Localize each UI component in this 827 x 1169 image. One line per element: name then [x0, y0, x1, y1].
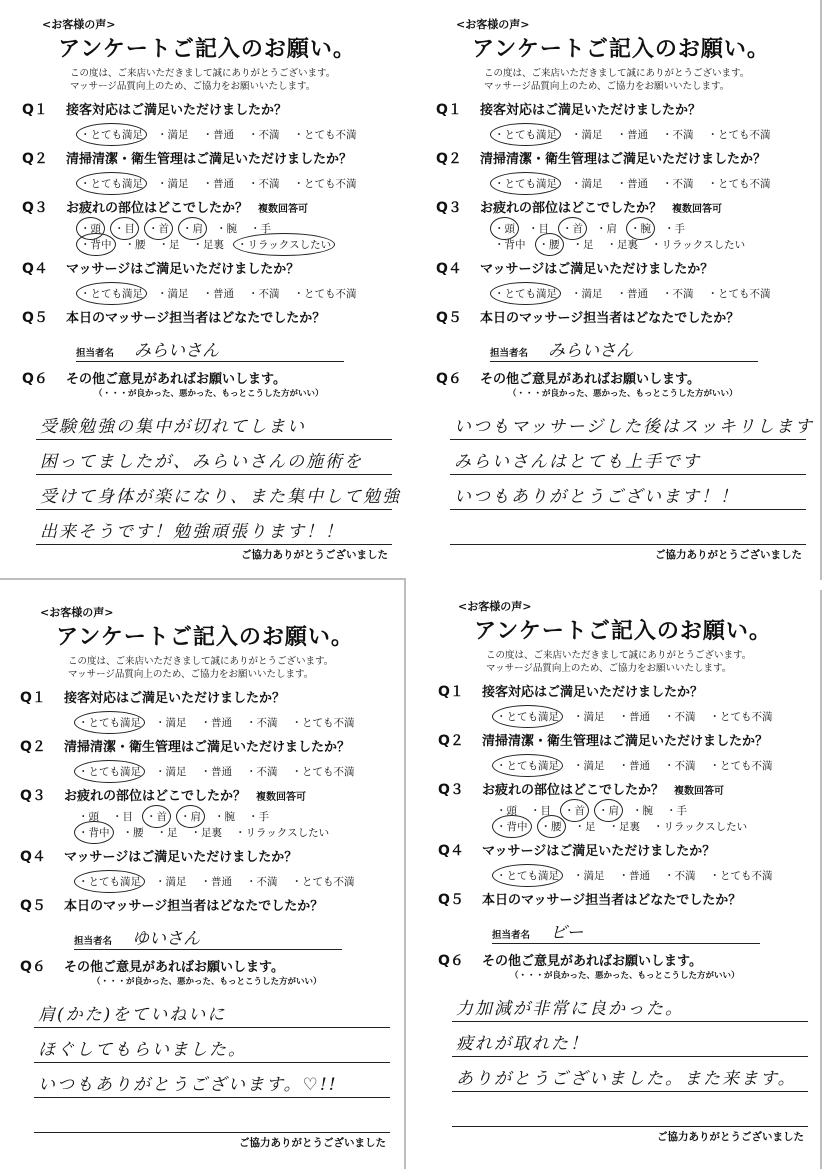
q2-options: [494, 176, 806, 191]
option-satisfaction-2[interactable]: ・ 普通: [619, 709, 651, 724]
option-satisfaction-0[interactable]: ・ とても満足: [496, 758, 559, 773]
option-body-part-0[interactable]: ・ 背中: [78, 825, 110, 840]
comment-hint: （・・・が良かった、悪かった、もっとこうした方がいい）: [92, 977, 322, 987]
q3-options-row-1: [496, 803, 808, 818]
question-text: その他ご意見があればお願いします。: [480, 372, 700, 387]
hand-drawn-circle-mark: [492, 705, 563, 728]
option-body-part-0[interactable]: ・ 頭: [78, 809, 99, 824]
option-body-part-4[interactable]: ・ リラックスしたい: [651, 237, 745, 252]
option-satisfaction-1[interactable]: ・ 満足: [157, 127, 189, 142]
option-body-part-3[interactable]: ・ 肩: [598, 803, 619, 818]
question-6: [436, 368, 814, 545]
option-body-part-4[interactable]: ・ リラックスしたい: [653, 819, 747, 834]
question-number: Q５: [438, 892, 464, 908]
comment-text: みらいさんはとても上手です: [454, 452, 701, 472]
option-body-part-1[interactable]: ・ 腰: [123, 825, 144, 840]
customer-voice-label: <お客様の声>: [456, 18, 530, 31]
staff-name-handwritten: ビー: [550, 923, 584, 943]
option-satisfaction-3[interactable]: ・ 不満: [662, 127, 694, 142]
comment-text: ありがとうございました。また来ます。: [456, 1069, 797, 1089]
option-body-part-3[interactable]: ・ 足裏: [607, 237, 639, 252]
option-body-part-3[interactable]: ・ 足裏: [193, 237, 225, 252]
question-4: [436, 258, 806, 301]
staff-label: 担当者名: [490, 348, 529, 359]
option-body-part-2[interactable]: ・ 足: [157, 825, 178, 840]
question-6: [22, 368, 401, 545]
option-satisfaction-1[interactable]: ・ 満足: [157, 286, 189, 301]
option-satisfaction-1[interactable]: ・ 満足: [155, 715, 187, 730]
hand-drawn-circle-mark: [490, 123, 561, 146]
question-number: Q４: [438, 843, 464, 859]
question-5: [22, 307, 392, 362]
comment-line: [36, 475, 401, 510]
question-3: [436, 197, 806, 252]
comment-text: 肩(かた)をていねいに: [38, 1005, 227, 1025]
q1-options: [80, 127, 392, 142]
question-text: その他ご意見があればお願いします。: [66, 372, 286, 387]
option-body-part-2[interactable]: ・ 足: [575, 819, 596, 834]
question-number: Q１: [436, 102, 462, 118]
option-body-part-4[interactable]: ・ リラックスしたい: [235, 825, 329, 840]
question-text: お疲れの部位はどこでしたか？: [482, 783, 665, 798]
option-satisfaction-0[interactable]: ・ とても満足: [80, 127, 143, 142]
hand-drawn-circle-mark: [535, 233, 564, 256]
option-satisfaction-2[interactable]: ・ 普通: [201, 874, 233, 889]
question-number: Q２: [20, 739, 46, 755]
option-body-part-0[interactable]: ・ 背中: [496, 819, 528, 834]
question-2: [436, 148, 806, 191]
hand-drawn-circle-mark: [233, 233, 335, 256]
comment-line: [36, 405, 392, 440]
staff-name-handwritten: ゆいさん: [132, 929, 200, 949]
staff-name-field[interactable]: [74, 927, 342, 950]
comment-text: 疲れが取れた！: [456, 1034, 589, 1054]
question-text: マッサージはご満足いただけましたか？: [480, 262, 714, 277]
option-satisfaction-0[interactable]: ・ とても満足: [494, 127, 557, 142]
comment-line: [452, 1057, 808, 1092]
question-number: Q１: [22, 102, 48, 118]
option-body-part-4[interactable]: ・ 腕: [216, 221, 237, 236]
option-satisfaction-1[interactable]: ・ 満足: [571, 176, 603, 191]
intro-line-2: マッサージ品質向上のため、ご協力をお願いいたします。: [70, 81, 316, 92]
question-text: 清掃清潔・衛生管理はご満足いただけましたか？: [64, 740, 351, 755]
customer-voice-label: <お客様の声>: [42, 18, 116, 31]
option-body-part-4[interactable]: ・ 腕: [632, 803, 653, 818]
intro-line-2: マッサージ品質向上のため、ご協力をお願いいたします。: [486, 663, 732, 674]
question-text: お疲れの部位はどこでしたか？: [480, 201, 663, 216]
option-satisfaction-2[interactable]: ・ 普通: [617, 286, 649, 301]
question-number: Q３: [20, 788, 46, 804]
question-2: [22, 148, 392, 191]
option-satisfaction-0[interactable]: ・ とても満足: [496, 709, 559, 724]
comment-line: [452, 987, 808, 1022]
q4-options: [496, 868, 808, 883]
comment-text: いつもありがとうございます！！: [454, 487, 739, 507]
hand-drawn-circle-mark: [492, 754, 563, 777]
question-text: 清掃清潔・衛生管理はご満足いただけましたか？: [480, 152, 767, 167]
option-body-part-4[interactable]: ・ 腕: [630, 221, 651, 236]
option-body-part-2[interactable]: ・ 首: [562, 221, 583, 236]
comment-line: [34, 1028, 390, 1063]
option-body-part-5[interactable]: ・ 手: [664, 221, 685, 236]
survey-card-4: [426, 590, 818, 1158]
staff-label: 担当者名: [74, 936, 113, 947]
multiple-answer-note: 複数回答可: [256, 792, 307, 803]
intro-line-1: この度は、ご来店いただきまして誠にありがとうございます。: [486, 650, 752, 661]
option-satisfaction-2[interactable]: ・ 普通: [617, 176, 649, 191]
comment-line: [36, 440, 392, 475]
question-number: Q６: [436, 371, 462, 387]
option-body-part-0[interactable]: ・ 頭: [494, 221, 515, 236]
staff-name-handwritten: みらいさん: [548, 341, 633, 361]
option-satisfaction-3[interactable]: ・ 不満: [664, 758, 696, 773]
survey-card-2: [424, 8, 816, 576]
option-satisfaction-4[interactable]: ・ とても不満: [292, 874, 355, 889]
intro-line-1: この度は、ご来店いただきまして誠にありがとうございます。: [70, 68, 336, 79]
question-5: [436, 307, 806, 362]
comment-line: [34, 993, 390, 1028]
option-satisfaction-4[interactable]: ・ とても不満: [292, 764, 355, 779]
option-body-part-1[interactable]: ・ 目: [530, 803, 551, 818]
comment-line: [34, 1098, 390, 1133]
hand-drawn-circle-mark: [74, 870, 145, 893]
option-satisfaction-1[interactable]: ・ 満足: [571, 127, 603, 142]
question-number: Q４: [20, 849, 46, 865]
option-satisfaction-0[interactable]: ・ とても満足: [78, 874, 141, 889]
option-satisfaction-1[interactable]: ・ 満足: [571, 286, 603, 301]
question-5: [20, 895, 390, 950]
question-2: [20, 736, 390, 779]
option-satisfaction-2[interactable]: ・ 普通: [619, 868, 651, 883]
hand-drawn-circle-mark: [76, 123, 147, 146]
comment-text: 困ってましたが、みらいさんの施術を: [40, 452, 363, 472]
option-satisfaction-4[interactable]: ・ とても不満: [708, 176, 771, 191]
hand-drawn-circle-mark: [492, 864, 563, 887]
option-body-part-2[interactable]: ・ 足: [159, 237, 180, 252]
comment-text: ほぐしてもらいました。: [38, 1040, 247, 1060]
q2-options: [80, 176, 392, 191]
question-text: 接客対応はご満足いただけましたか？: [66, 103, 288, 118]
option-body-part-4[interactable]: ・ リラックスしたい: [237, 237, 331, 252]
staff-name-field[interactable]: [76, 339, 344, 362]
thanks-footer: ご協力ありがとうございました: [655, 549, 802, 561]
comment-line: [450, 440, 806, 475]
question-number: Q３: [436, 200, 462, 216]
option-satisfaction-4[interactable]: ・ とても不満: [294, 176, 357, 191]
option-satisfaction-0[interactable]: ・ とても満足: [494, 286, 557, 301]
question-text: 接客対応はご満足いただけましたか？: [480, 103, 702, 118]
q4-options: [80, 286, 392, 301]
option-satisfaction-2[interactable]: ・ 普通: [619, 758, 651, 773]
question-text: 本日のマッサージ担当者はどなたでしたか？: [66, 311, 326, 326]
survey-card-3: [8, 596, 400, 1164]
question-number: Q５: [436, 310, 462, 326]
intro-line-1: この度は、ご来店いただきまして誠にありがとうございます。: [68, 656, 334, 667]
option-body-part-1[interactable]: ・ 目: [528, 221, 549, 236]
hand-drawn-circle-mark: [76, 172, 147, 195]
option-satisfaction-1[interactable]: ・ 満足: [573, 709, 605, 724]
option-satisfaction-0[interactable]: ・ とても満足: [80, 176, 143, 191]
question-number: Q４: [22, 261, 48, 277]
option-body-part-0[interactable]: ・ 頭: [496, 803, 517, 818]
option-satisfaction-3[interactable]: ・ 不満: [248, 176, 280, 191]
comment-line: [450, 510, 806, 545]
option-body-part-5[interactable]: ・ 手: [250, 221, 271, 236]
comment-line: [452, 1092, 808, 1127]
comment-text: いつもマッサージした後はスッキリします: [454, 417, 814, 437]
survey-card-1: [10, 8, 402, 576]
option-satisfaction-4[interactable]: ・ とても不満: [708, 127, 771, 142]
option-satisfaction-3[interactable]: ・ 不満: [248, 127, 280, 142]
intro-line-1: この度は、ご来店いただきまして誠にありがとうございます。: [484, 68, 750, 79]
q3-options-row-2: [496, 819, 808, 834]
q2-options: [496, 758, 808, 773]
question-text: その他ご意見があればお願いします。: [482, 954, 702, 969]
question-number: Q６: [20, 959, 46, 975]
question-1: [20, 687, 390, 730]
hand-drawn-circle-mark: [74, 760, 145, 783]
staff-label: 担当者名: [492, 930, 531, 941]
option-satisfaction-1[interactable]: ・ 満足: [155, 764, 187, 779]
comment-hint: （・・・が良かった、悪かった、もっとこうした方がいい）: [94, 389, 324, 399]
question-number: Q３: [438, 782, 464, 798]
question-text: その他ご意見があればお願いします。: [64, 960, 284, 975]
hand-drawn-circle-mark: [76, 233, 116, 256]
question-text: マッサージはご満足いただけましたか？: [64, 850, 298, 865]
comment-hint: （・・・が良かった、悪かった、もっとこうした方がいい）: [510, 971, 740, 981]
question-1: [436, 99, 806, 142]
comment-text: 出来そうです！勉強頑張ります！！: [40, 522, 344, 542]
option-body-part-1[interactable]: ・ 腰: [125, 237, 146, 252]
multiple-answer-note: 複数回答可: [674, 786, 725, 797]
hand-drawn-circle-mark: [492, 815, 532, 838]
staff-name-handwritten: みらいさん: [134, 341, 219, 361]
question-text: 清掃清潔・衛生管理はご満足いただけましたか？: [482, 734, 769, 749]
question-text: 本日のマッサージ担当者はどなたでしたか？: [480, 311, 740, 326]
question-3: [22, 197, 392, 252]
question-number: Q６: [438, 953, 464, 969]
option-satisfaction-4[interactable]: ・ とても不満: [710, 758, 773, 773]
thanks-footer: ご協力ありがとうございました: [239, 1137, 386, 1149]
q3-options-row-1: [494, 221, 806, 236]
hand-drawn-circle-mark: [76, 282, 147, 305]
comment-text: いつもありがとうございます。♡!!: [38, 1075, 338, 1095]
option-body-part-3[interactable]: ・ 足裏: [191, 825, 223, 840]
question-5: [438, 889, 808, 944]
option-satisfaction-3[interactable]: ・ 不満: [246, 764, 278, 779]
option-satisfaction-2[interactable]: ・ 普通: [201, 715, 233, 730]
option-body-part-1[interactable]: ・ 目: [114, 221, 135, 236]
form-title: アンケートご記入のお願い。: [474, 619, 772, 644]
comment-line: [450, 475, 806, 510]
form-title: アンケートご記入のお願い。: [58, 37, 356, 62]
question-number: Q４: [436, 261, 462, 277]
question-text: お疲れの部位はどこでしたか？: [66, 201, 249, 216]
question-4: [20, 846, 390, 889]
option-body-part-1[interactable]: ・ 目: [112, 809, 133, 824]
hand-drawn-circle-mark: [490, 282, 561, 305]
form-title: アンケートご記入のお願い。: [472, 37, 770, 62]
question-1: [22, 99, 392, 142]
option-body-part-1[interactable]: ・ 腰: [539, 237, 560, 252]
staff-label: 担当者名: [76, 348, 115, 359]
q1-options: [494, 127, 806, 142]
option-satisfaction-3[interactable]: ・ 不満: [246, 715, 278, 730]
option-body-part-3[interactable]: ・ 肩: [596, 221, 617, 236]
comment-area[interactable]: [452, 987, 808, 1127]
question-number: Q１: [20, 690, 46, 706]
question-3: [438, 779, 808, 834]
option-satisfaction-1[interactable]: ・ 満足: [155, 874, 187, 889]
staff-name-field[interactable]: [490, 339, 758, 362]
question-2: [438, 730, 808, 773]
comment-line: [452, 1022, 808, 1057]
question-text: 接客対応はご満足いただけましたか？: [482, 685, 704, 700]
option-satisfaction-2[interactable]: ・ 普通: [617, 127, 649, 142]
option-satisfaction-2[interactable]: ・ 普通: [203, 127, 235, 142]
question-6: [438, 950, 808, 1127]
option-body-part-2[interactable]: ・ 首: [146, 809, 167, 824]
intro-line-2: マッサージ品質向上のため、ご協力をお願いいたします。: [68, 669, 314, 680]
question-text: 接客対応はご満足いただけましたか？: [64, 691, 286, 706]
option-body-part-2[interactable]: ・ 首: [564, 803, 585, 818]
q3-options-row-1: [78, 809, 390, 824]
option-satisfaction-2[interactable]: ・ 普通: [201, 764, 233, 779]
question-text: マッサージはご満足いただけましたか？: [482, 844, 716, 859]
option-body-part-4[interactable]: ・ 腕: [214, 809, 235, 824]
thanks-footer: ご協力ありがとうございました: [657, 1131, 804, 1143]
q3-options-row-1: [80, 221, 392, 236]
option-body-part-3[interactable]: ・ 肩: [180, 809, 201, 824]
question-number: Q５: [22, 310, 48, 326]
comment-area[interactable]: [450, 405, 814, 545]
option-satisfaction-3[interactable]: ・ 不満: [664, 868, 696, 883]
option-satisfaction-0[interactable]: ・ とても満足: [496, 868, 559, 883]
option-satisfaction-4[interactable]: ・ とても不満: [294, 127, 357, 142]
option-satisfaction-0[interactable]: ・ とても満足: [78, 715, 141, 730]
option-satisfaction-4[interactable]: ・ とても不満: [292, 715, 355, 730]
option-body-part-0[interactable]: ・ 背中: [80, 237, 112, 252]
option-satisfaction-4[interactable]: ・ とても不満: [708, 286, 771, 301]
option-body-part-3[interactable]: ・ 足裏: [609, 819, 641, 834]
option-satisfaction-0[interactable]: ・ とても満足: [78, 764, 141, 779]
option-satisfaction-1[interactable]: ・ 満足: [573, 758, 605, 773]
q4-options: [78, 874, 390, 889]
option-body-part-0[interactable]: ・ 背中: [494, 237, 526, 252]
option-satisfaction-4[interactable]: ・ とても不満: [294, 286, 357, 301]
question-text: 本日のマッサージ担当者はどなたでしたか？: [482, 893, 742, 908]
question-6: [20, 956, 390, 1133]
q2-options: [78, 764, 390, 779]
option-satisfaction-2[interactable]: ・ 普通: [203, 286, 235, 301]
question-text: 清掃清潔・衛生管理はご満足いただけましたか？: [66, 152, 353, 167]
q4-options: [494, 286, 806, 301]
comment-text: 受験勉強の集中が切れてしまい: [40, 417, 306, 437]
staff-name-field[interactable]: [492, 921, 760, 944]
hand-drawn-circle-mark: [74, 821, 114, 844]
option-satisfaction-2[interactable]: ・ 普通: [203, 176, 235, 191]
question-number: Q１: [438, 684, 464, 700]
comment-hint: （・・・が良かった、悪かった、もっとこうした方がいい）: [508, 389, 738, 399]
option-satisfaction-0[interactable]: ・ とても満足: [494, 176, 557, 191]
multiple-answer-note: 複数回答可: [672, 204, 723, 215]
question-number: Q３: [22, 200, 48, 216]
option-body-part-1[interactable]: ・ 腰: [541, 819, 562, 834]
question-1: [438, 681, 808, 724]
option-body-part-3[interactable]: ・ 肩: [182, 221, 203, 236]
hand-drawn-circle-mark: [74, 711, 145, 734]
question-4: [438, 840, 808, 883]
question-text: 本日のマッサージ担当者はどなたでしたか？: [64, 899, 324, 914]
comment-text: 力加減が非常に良かった。: [456, 999, 684, 1019]
comment-text: 受けて身体が楽になり、また集中して勉強: [40, 487, 401, 507]
option-body-part-2[interactable]: ・ 首: [148, 221, 169, 236]
comment-line: [36, 510, 392, 545]
question-4: [22, 258, 392, 301]
q3-options-row-2: [494, 237, 806, 252]
option-satisfaction-3[interactable]: ・ 不満: [664, 709, 696, 724]
comment-area[interactable]: [34, 993, 390, 1133]
customer-voice-label: <お客様の声>: [458, 600, 532, 613]
question-number: Q５: [20, 898, 46, 914]
multiple-answer-note: 複数回答可: [258, 204, 309, 215]
option-body-part-2[interactable]: ・ 足: [573, 237, 594, 252]
option-satisfaction-0[interactable]: ・ とても満足: [80, 286, 143, 301]
question-number: Q２: [22, 151, 48, 167]
option-body-part-5[interactable]: ・ 手: [248, 809, 269, 824]
hand-drawn-circle-mark: [537, 815, 566, 838]
option-body-part-5[interactable]: ・ 手: [666, 803, 687, 818]
option-satisfaction-3[interactable]: ・ 不満: [246, 874, 278, 889]
question-number: Q２: [436, 151, 462, 167]
comment-line: [34, 1063, 390, 1098]
thanks-footer: ご協力ありがとうございました: [241, 549, 388, 561]
option-satisfaction-3[interactable]: ・ 不満: [662, 176, 694, 191]
question-number: Q２: [438, 733, 464, 749]
customer-voice-label: <お客様の声>: [40, 606, 114, 619]
option-satisfaction-3[interactable]: ・ 不満: [662, 286, 694, 301]
question-3: [20, 785, 390, 840]
option-body-part-0[interactable]: ・ 頭: [80, 221, 101, 236]
intro-line-2: マッサージ品質向上のため、ご協力をお願いいたします。: [484, 81, 730, 92]
q1-options: [78, 715, 390, 730]
option-satisfaction-1[interactable]: ・ 満足: [573, 868, 605, 883]
option-satisfaction-4[interactable]: ・ とても不満: [710, 868, 773, 883]
comment-line: [450, 405, 814, 440]
form-title: アンケートご記入のお願い。: [56, 625, 354, 650]
q3-options-row-2: [80, 237, 392, 252]
q1-options: [496, 709, 808, 724]
option-satisfaction-4[interactable]: ・ とても不満: [710, 709, 773, 724]
question-text: マッサージはご満足いただけましたか？: [66, 262, 300, 277]
comment-area[interactable]: [36, 405, 401, 545]
option-satisfaction-3[interactable]: ・ 不満: [248, 286, 280, 301]
q3-options-row-2: [78, 825, 390, 840]
hand-drawn-circle-mark: [490, 172, 561, 195]
question-text: お疲れの部位はどこでしたか？: [64, 789, 247, 804]
option-satisfaction-1[interactable]: ・ 満足: [157, 176, 189, 191]
question-number: Q６: [22, 371, 48, 387]
